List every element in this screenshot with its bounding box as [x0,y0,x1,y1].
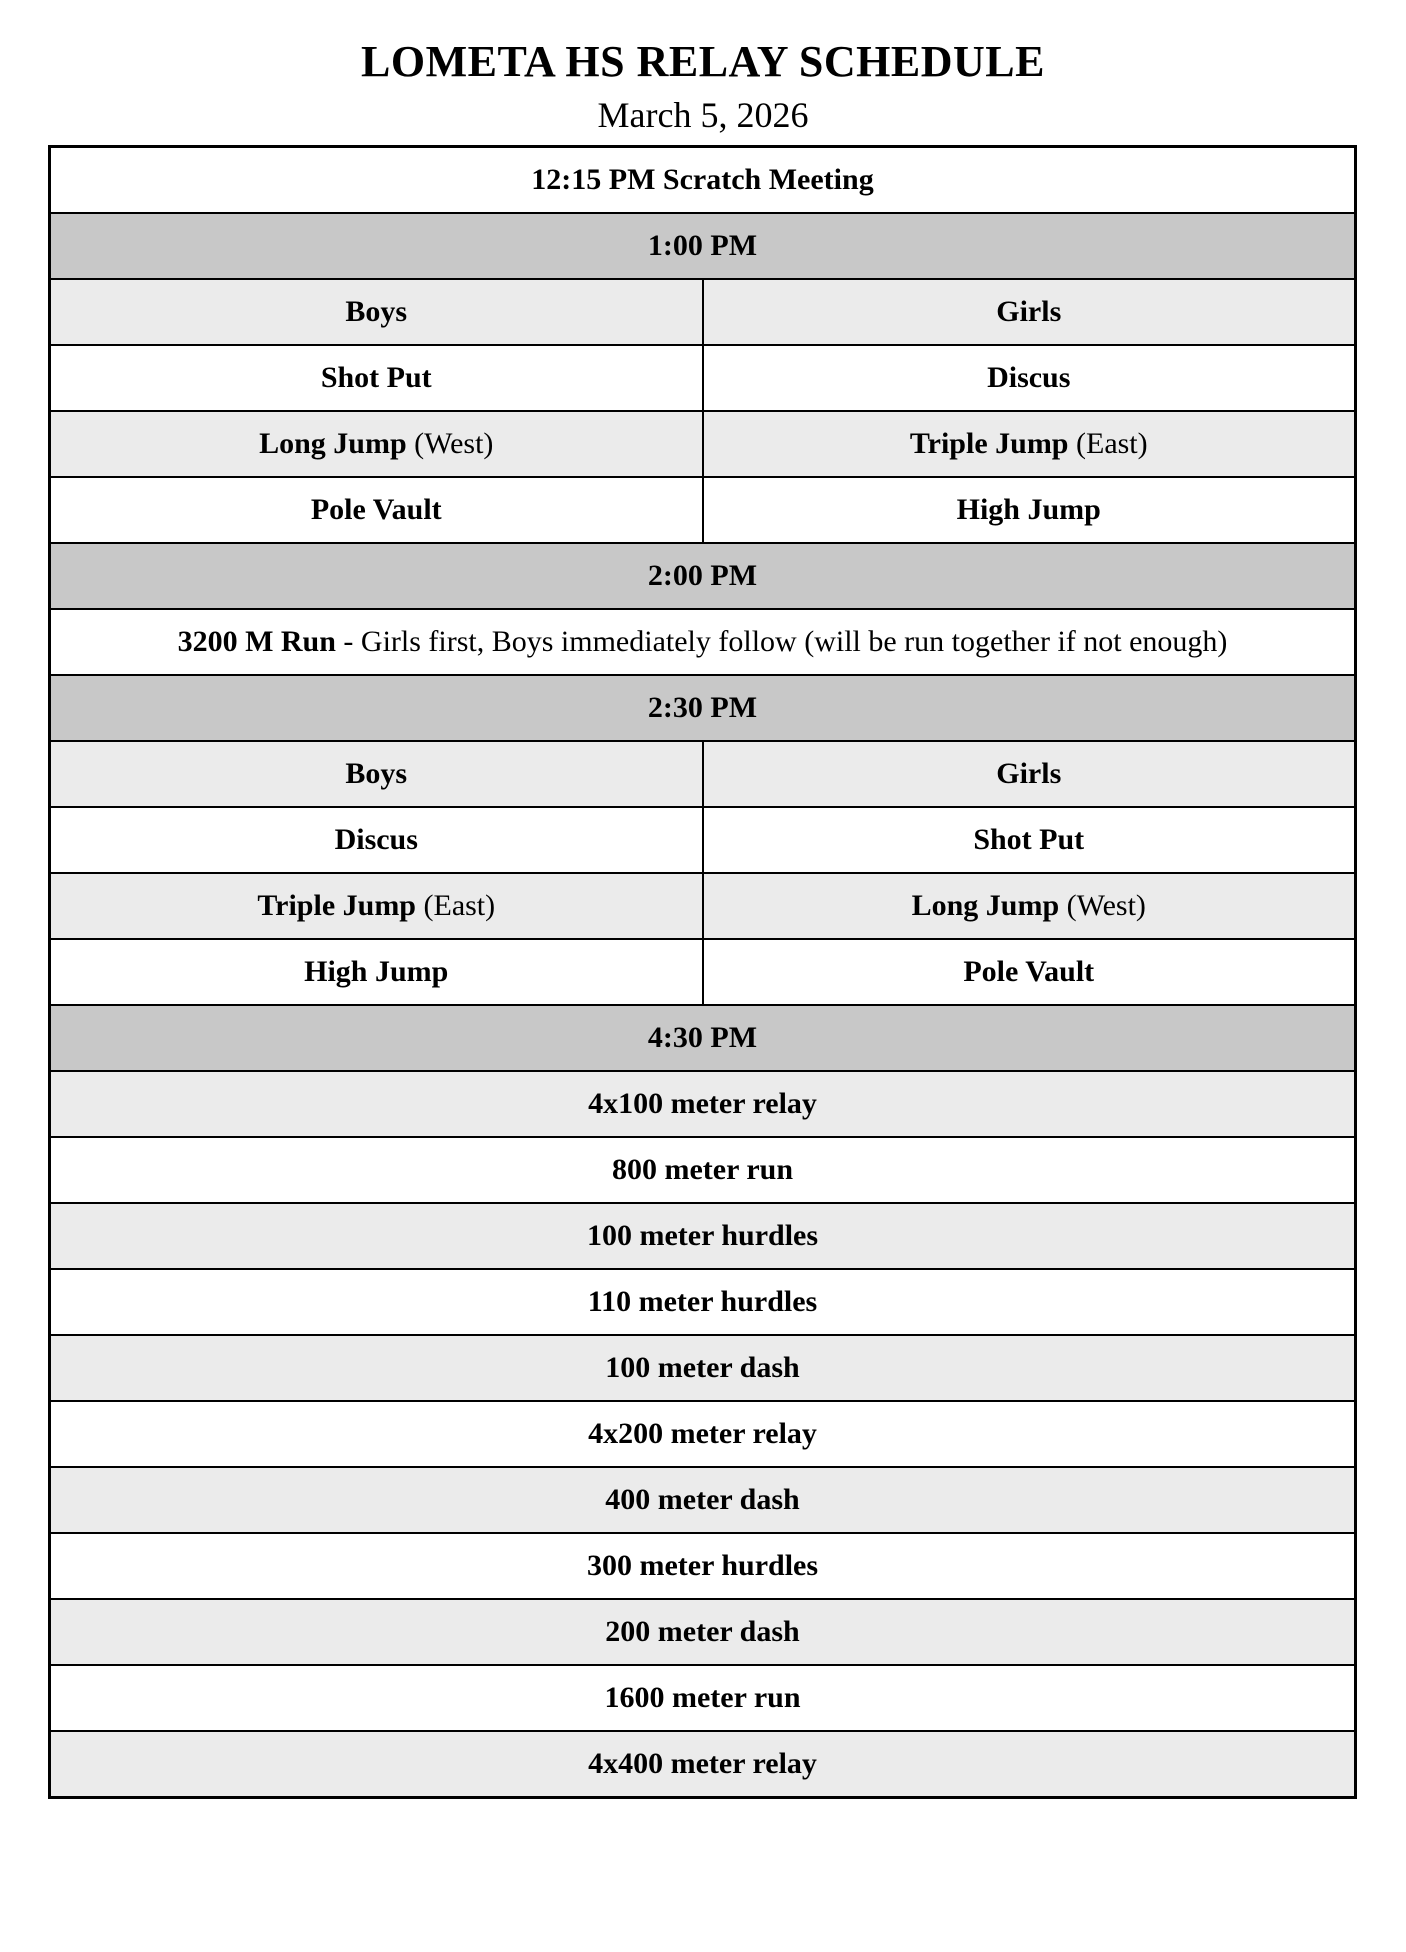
boys-header: Boys [50,741,703,807]
event-note: (West) [1059,889,1146,922]
event-row [50,807,1356,873]
girls-event [703,345,1356,411]
running-event-row [50,1203,1356,1269]
event-name: Pole Vault [963,955,1095,988]
event-name: Long Jump [259,427,407,460]
event-note: (East) [416,889,496,922]
boys-header: Boys [50,279,703,345]
event-name: Discus [334,823,418,856]
event-row [50,477,1356,543]
boys-event [50,807,703,873]
running-event-row [50,1533,1356,1599]
event-name: Long Jump [911,889,1060,922]
running-event-row [50,1401,1356,1467]
event-name: High Jump [956,493,1101,526]
boys-event [50,345,703,411]
gender-header-row [50,741,1356,807]
event-row [50,939,1356,1005]
time-header: 4:30 PM [50,1005,1356,1071]
event-row [50,609,1356,675]
scratch-meeting-row [50,147,1356,214]
running-event-row [50,1599,1356,1665]
event-name: Discus [987,361,1071,394]
time-header: 2:00 PM [50,543,1356,609]
girls-event [703,873,1356,939]
running-event: 100 meter dash [50,1335,1356,1401]
time-header-row [50,543,1356,609]
girls-event [703,477,1356,543]
time-header-row [50,1005,1356,1071]
schedule-date: March 5, 2026 [597,95,809,135]
girls-event [703,807,1356,873]
schedule-table [48,145,1357,1799]
running-event: 200 meter dash [50,1599,1356,1665]
running-event-row [50,1335,1356,1401]
time-header-row [50,675,1356,741]
event-row [50,411,1356,477]
running-event: 300 meter hurdles [50,1533,1356,1599]
running-event: 400 meter dash [50,1467,1356,1533]
event-note: (West) [406,427,494,460]
scratch-meeting-cell: 12:15 PM Scratch Meeting [50,147,1356,214]
running-event: 800 meter run [50,1137,1356,1203]
event-name: Triple Jump [257,889,416,922]
running-event: 1600 meter run [50,1665,1356,1731]
event-name: Triple Jump [909,427,1069,460]
time-header-row [50,213,1356,279]
event-name: 3200 M Run [177,625,336,658]
girls-event [703,939,1356,1005]
running-event-row [50,1269,1356,1335]
boys-event [50,477,703,543]
running-event-row [50,1731,1356,1798]
running-event: 110 meter hurdles [50,1269,1356,1335]
running-event-row [50,1467,1356,1533]
girls-header: Girls [703,279,1356,345]
event-note: (East) [1068,427,1148,460]
running-event: 4x100 meter relay [50,1071,1356,1137]
event-note: - Girls first, Boys immediately follow (will be run together if not enough) [335,625,1228,658]
boys-event [50,939,703,1005]
running-event-row [50,1665,1356,1731]
gender-header-row [50,279,1356,345]
page-title: LOMETA HS RELAY SCHEDULE [361,37,1045,86]
time-header: 1:00 PM [50,213,1356,279]
event-name: Shot Put [973,823,1085,856]
girls-event [703,411,1356,477]
event-name: Pole Vault [310,493,442,526]
event-name: High Jump [304,955,449,988]
boys-event [50,873,703,939]
event-row [50,873,1356,939]
run-event [50,609,1356,675]
girls-header: Girls [703,741,1356,807]
running-event: 4x400 meter relay [50,1731,1356,1798]
event-row [50,345,1356,411]
running-event: 4x200 meter relay [50,1401,1356,1467]
event-name: Shot Put [320,361,432,394]
time-header: 2:30 PM [50,675,1356,741]
running-event: 100 meter hurdles [50,1203,1356,1269]
running-event-row [50,1071,1356,1137]
boys-event [50,411,703,477]
running-event-row [50,1137,1356,1203]
